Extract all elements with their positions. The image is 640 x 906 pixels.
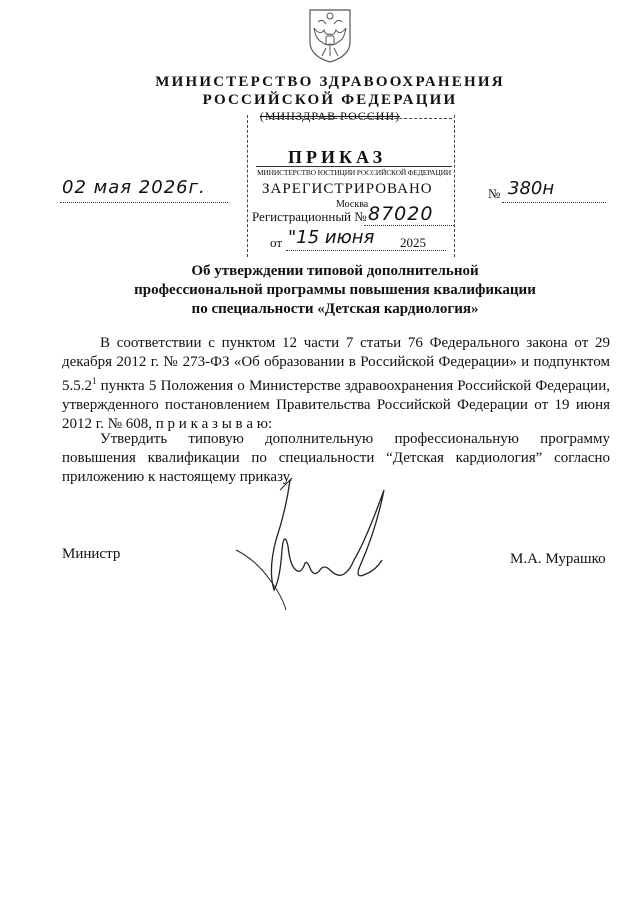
signatory-position: Министр bbox=[62, 546, 121, 562]
stamp-ministry: МИНИСТЕРСТВО ЮСТИЦИИ РОССИЙСКОЙ ФЕДЕРАЦИИ bbox=[256, 168, 452, 177]
state-emblem-icon bbox=[304, 6, 356, 64]
order-date-underline bbox=[60, 202, 228, 203]
order-number: 380н bbox=[508, 178, 555, 199]
paragraph-legal-basis bbox=[62, 334, 610, 434]
paragraph-legal-basis-b: пункта 5 Положения о Министерстве здравоохранения Российской Федерации, утвержденного постановлением Правительства Российской Федерации от 19 июня 2012 г. № 608, п р и к а з ы в а ю: bbox=[62, 378, 610, 432]
ministry-abbreviation: (МИНЗДРАВ РОССИИ) bbox=[259, 109, 401, 123]
stamp-registered: ЗАРЕГИСТРИРОВАНО bbox=[262, 181, 433, 197]
stamp-reg-number-underline bbox=[364, 225, 454, 226]
paragraph-legal-basis-sup: 1 bbox=[92, 376, 97, 386]
stamp-date-year: 2025 bbox=[400, 235, 426, 250]
stamp-city: Москва bbox=[336, 199, 369, 210]
document-title bbox=[100, 262, 570, 319]
stamp-date-handwritten: "15 июня bbox=[288, 227, 375, 248]
stamp-date-underline bbox=[286, 250, 446, 251]
order-number-underline bbox=[502, 202, 606, 203]
stamp-date-label: от bbox=[270, 235, 283, 250]
title-line3: по специальности «Детская кардиология» bbox=[191, 301, 479, 317]
document-type: ПРИКАЗ bbox=[288, 147, 387, 167]
ministry-name-line1: МИНИСТЕРСТВО ЗДРАВООХРАНЕНИЯ bbox=[155, 74, 505, 90]
stamp-reg-number: 87020 bbox=[368, 203, 434, 225]
paragraph-approve: Утвердить типовую дополнительную профессиональную программу повышения квалификации по специальности “Детская кардиология” согласно приложению к настоящему приказу. bbox=[62, 431, 610, 485]
order-date: 02 мая 2026г. bbox=[62, 177, 206, 198]
paragraph-legal-basis-a: В соответствии с пунктом 12 части 7 статьи 76 Федерального закона от 29 декабря 2012 г. № 273-ФЗ «Об образовании в Российской Федерации» и подпунктом 5.5.2 bbox=[62, 335, 610, 394]
ministry-name-line2: РОССИЙСКОЙ ФЕДЕРАЦИИ bbox=[202, 92, 458, 108]
handwritten-signature bbox=[226, 470, 426, 620]
title-line1: Об утверждении типовой дополнительной bbox=[191, 263, 479, 279]
signatory-name: М.А. Мурашко bbox=[510, 551, 606, 567]
order-number-label: № bbox=[488, 186, 501, 201]
title-line2: профессиональной программы повышения квалификации bbox=[134, 282, 536, 298]
stamp-reg-label: Регистрационный № bbox=[252, 209, 367, 224]
registration-stamp-top-border bbox=[270, 118, 452, 119]
